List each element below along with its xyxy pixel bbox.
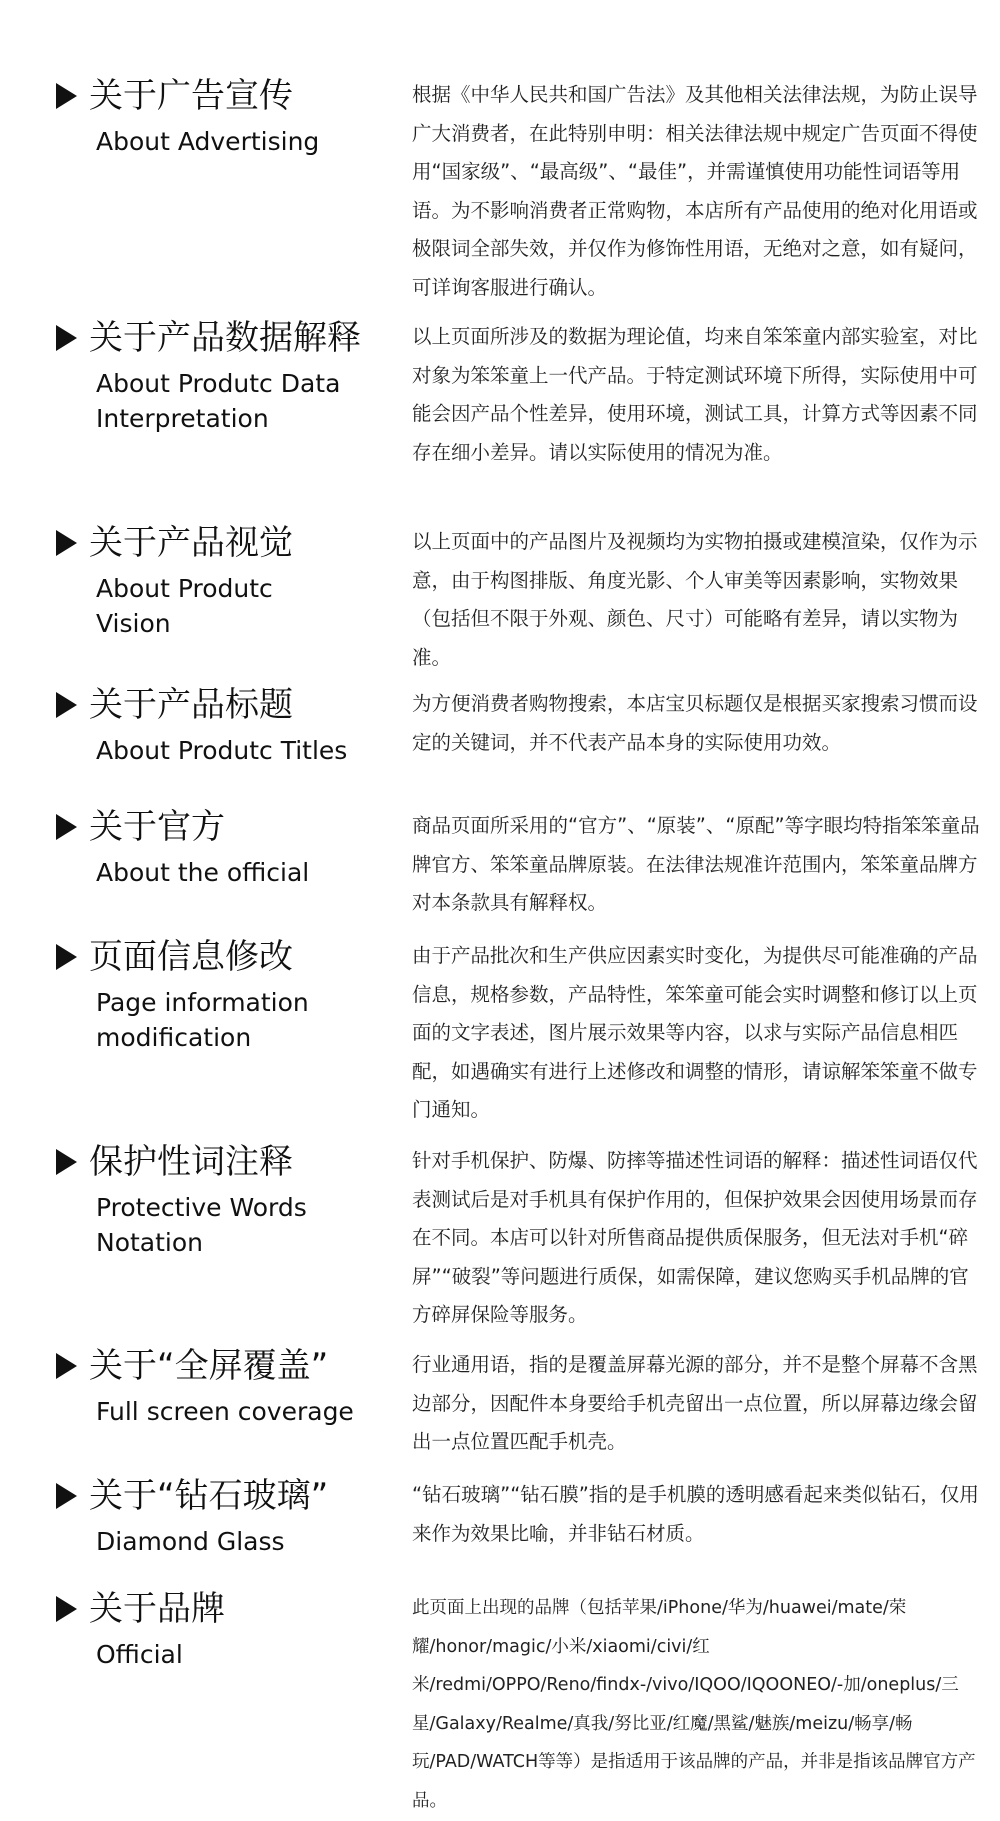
section-title: 关于“全屏覆盖” [89, 1346, 329, 1386]
section-subtitle: About the official [96, 858, 310, 887]
section-title: 页面信息修改 [89, 937, 293, 977]
section-body: 行业通用语，指的是覆盖屏幕光源的部分，并不是整个屏幕不含黑边部分，因配件本身要给手机壳留出一点位置，所以屏幕边缘会留出一点位置匹配手机壳。 [412, 1353, 978, 1454]
section-subtitle: Protective Words Notation [96, 1193, 307, 1257]
section-subtitle: Page information modification [96, 988, 309, 1052]
triangle-bullet-icon [56, 1353, 77, 1379]
section-body: 此页面上出现的品牌（包括苹果/iPhone/华为/huawei/mate/荣耀/honor/magic/小米/xiaomi/civi/红米/redmi/OPPO/Reno/findx-/vivo/IQOO/IQOONEO/-加/oneplus/三星/Galaxy/Realme/真我/努比亚/红魔/黑鲨/魅族/meizu/畅享/畅玩/PAD/WATCH等等）是指适用于该品牌的产品，并非是指该品牌官方产品。 [412, 1598, 976, 1811]
section-subtitle: About Produtc Data Interpretation [96, 369, 341, 433]
section-body: 根据《中华人民共和国广告法》及其他相关法律法规，为防止误导广大消费者，在此特别申明：相关法律法规中规定广告页面不得使用“国家级”、“最高级”、“最佳”，并需谨慎使用功能性词语等用语。为不影响消费者正常购物，本店所有产品使用的绝对化用语或极限词全部失效，并仅作为修饰性用语，无绝对之意，如有疑问，可详询客服进行确认。 [412, 83, 978, 299]
triangle-bullet-icon [56, 530, 77, 556]
section-body: 由于产品批次和生产供应因素实时变化，为提供尽可能准确的产品信息，规格参数，产品特性，笨笨童可能会实时调整和修订以上页面的文字表述，图片展示效果等内容，以求与实际产品信息相匹配，如遇确实有进行上述修改和调整的情形，请谅解笨笨童不做专门通知。 [412, 944, 978, 1122]
section-subtitle: About Produtc Vision [96, 574, 273, 638]
section-subtitle: About Advertising [96, 127, 320, 156]
section-title: 关于品牌 [89, 1589, 225, 1629]
section-title: 关于产品视觉 [89, 523, 293, 563]
triangle-bullet-icon [56, 944, 77, 970]
section-subtitle: About Produtc Titles [96, 736, 348, 765]
triangle-bullet-icon [56, 692, 77, 718]
section-body: 为方便消费者购物搜索，本店宝贝标题仅是根据买家搜索习惯而设定的关键词，并不代表产品本身的实际使用功效。 [412, 692, 978, 754]
section-subtitle: Full screen coverage [96, 1397, 354, 1426]
section-subtitle: Diamond Glass [96, 1527, 285, 1556]
triangle-bullet-icon [56, 814, 77, 840]
triangle-bullet-icon [56, 1149, 77, 1175]
section-title: 关于产品标题 [89, 685, 293, 725]
section-title: 关于产品数据解释 [89, 318, 361, 358]
section-subtitle: Official [96, 1640, 183, 1669]
section-body: 以上页面所涉及的数据为理论值，均来自笨笨童内部实验室，对比对象为笨笨童上一代产品。于特定测试环境下所得，实际使用中可能会因产品个性差异，使用环境，测试工具，计算方式等因素不同存在细小差异。请以实际使用的情况为准。 [412, 325, 978, 464]
section-title: 保护性词注释 [89, 1142, 293, 1182]
section-body: “钻石玻璃”“钻石膜”指的是手机膜的透明感看起来类似钻石，仅用来作为效果比喻，并非钻石材质。 [412, 1483, 979, 1545]
section-body: 针对手机保护、防爆、防摔等描述性词语的解释：描述性词语仅代表测试后是对手机具有保护作用的，但保护效果会因使用场景而存在不同。本店可以针对所售商品提供质保服务，但无法对手机“碎屏”“破裂”等问题进行质保，如需保障，建议您购买手机品牌的官方碎屏保险等服务。 [412, 1149, 978, 1327]
section-body: 商品页面所采用的“官方”、“原装”、“原配”等字眼均特指笨笨童品牌官方、笨笨童品牌原装。在法律法规准许范围内，笨笨童品牌方对本条款具有解释权。 [412, 814, 980, 915]
triangle-bullet-icon [56, 83, 77, 109]
section-title: 关于广告宣传 [89, 76, 293, 116]
triangle-bullet-icon [56, 325, 77, 351]
triangle-bullet-icon [56, 1483, 77, 1509]
triangle-bullet-icon [56, 1596, 77, 1622]
section-title: 关于“钻石玻璃” [89, 1476, 329, 1516]
section-title: 关于官方 [89, 807, 225, 847]
section-body: 以上页面中的产品图片及视频均为实物拍摄或建模渲染，仅作为示意，由于构图排版、角度光影、个人审美等因素影响，实物效果（包括但不限于外观、颜色、尺寸）可能略有差异，请以实物为准。 [412, 530, 978, 669]
